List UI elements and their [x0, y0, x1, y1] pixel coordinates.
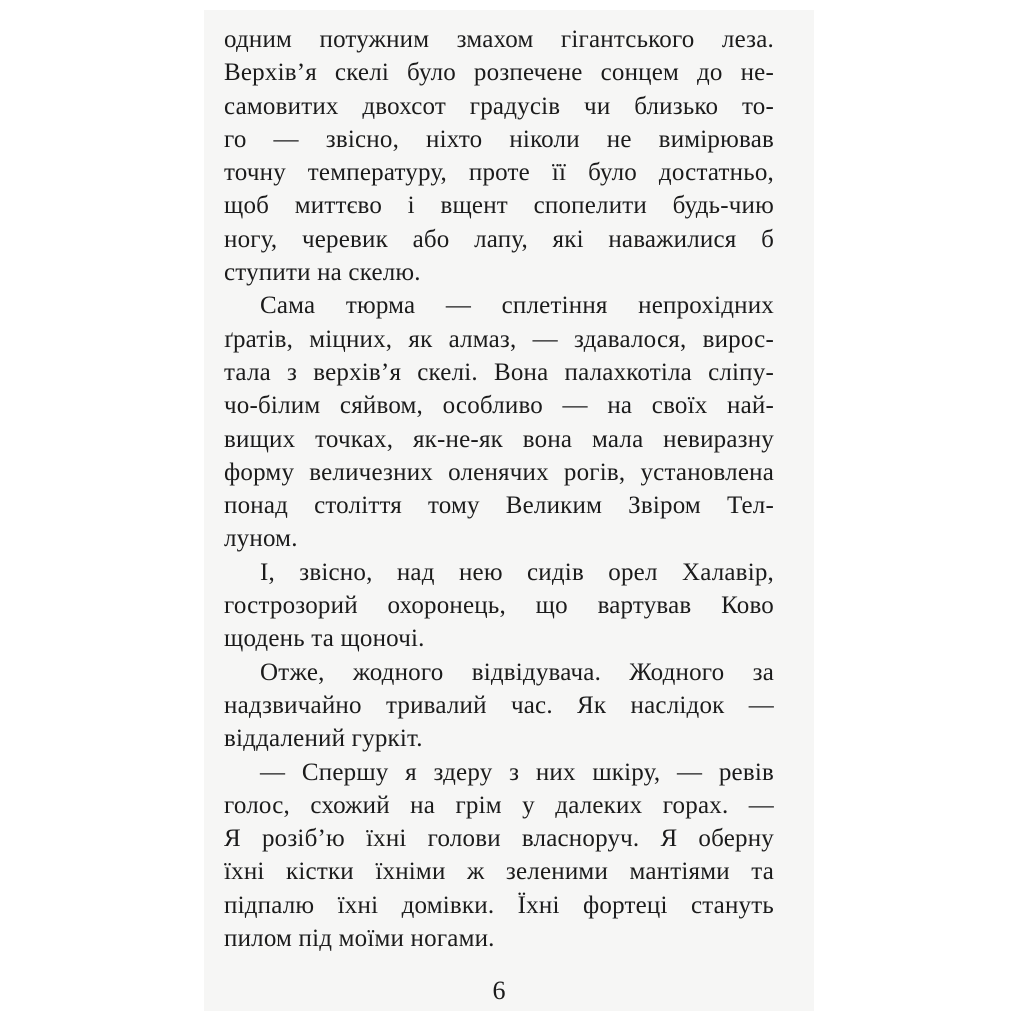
text-line: гострозорий охоронець, що вартував Ково — [224, 592, 774, 620]
text-line: точну температуру, проте її було достатньо, — [224, 159, 774, 187]
text-line: віддалений гуркіт. — [224, 725, 423, 753]
text-line: одним потужним змахом гігантського леза. — [224, 26, 774, 53]
text-line: луном. — [224, 525, 298, 553]
text-line: Отже, жодного відвідувача. Жодного за — [260, 658, 774, 686]
text-line: ґратів, міцних, як алмаз, — здавалося, вирос- — [224, 325, 774, 353]
text-line: ногу, черевик або лапу, які наважилися б — [224, 225, 774, 253]
text-line: чо-білим сяйвом, особливо — на своїх най- — [224, 392, 774, 420]
text-line: щоб миттєво і вщент спопелити будь-чию — [224, 192, 774, 220]
text-line: — Спершу я здеру з них шкіру, — ревів — [260, 758, 774, 786]
text-line: голос, схожий на грім у далеких горах. — — [224, 791, 774, 819]
text-line: тала з верхів’я скелі. Вона палахкотіла сліпу- — [224, 358, 774, 386]
page-number: 6 — [492, 976, 506, 1006]
text-line: го — звісно, ніхто ніколи не вимірював — [224, 125, 774, 153]
text-line: пилом під моїми ногами. — [224, 925, 495, 953]
page-text — [224, 23, 774, 955]
text-line: самовитих двохсот градусів чи близько то- — [224, 92, 774, 120]
text-line: І, звісно, над нею сидів орел Халавір, — [260, 558, 774, 586]
text-line: вищих точках, як-не-як вона мала невиразну — [224, 425, 774, 453]
text-line: понад століття тому Великим Звіром Тел- — [224, 492, 774, 520]
text-line: Я розіб’ю їхні голови власноруч. Я оберну — [224, 825, 774, 853]
text-line: Сама тюрма — сплетіння непрохідних — [260, 292, 774, 320]
text-line: щодень та щоночі. — [224, 625, 425, 653]
text-line: Верхів’я скелі було розпечене сонцем до не- — [224, 59, 774, 87]
text-line: підпалю їхні домівки. Їхні фортеці стануть — [224, 891, 774, 919]
text-line: їхні кістки їхніми ж зеленими мантіями та — [224, 858, 774, 886]
book-page — [204, 10, 814, 1011]
text-line: ступити на скелю. — [224, 259, 421, 287]
text-line: надзвичайно тривалий час. Як наслідок — — [224, 691, 774, 719]
text-line: форму величезних оленячих рогів, установлена — [224, 458, 774, 486]
